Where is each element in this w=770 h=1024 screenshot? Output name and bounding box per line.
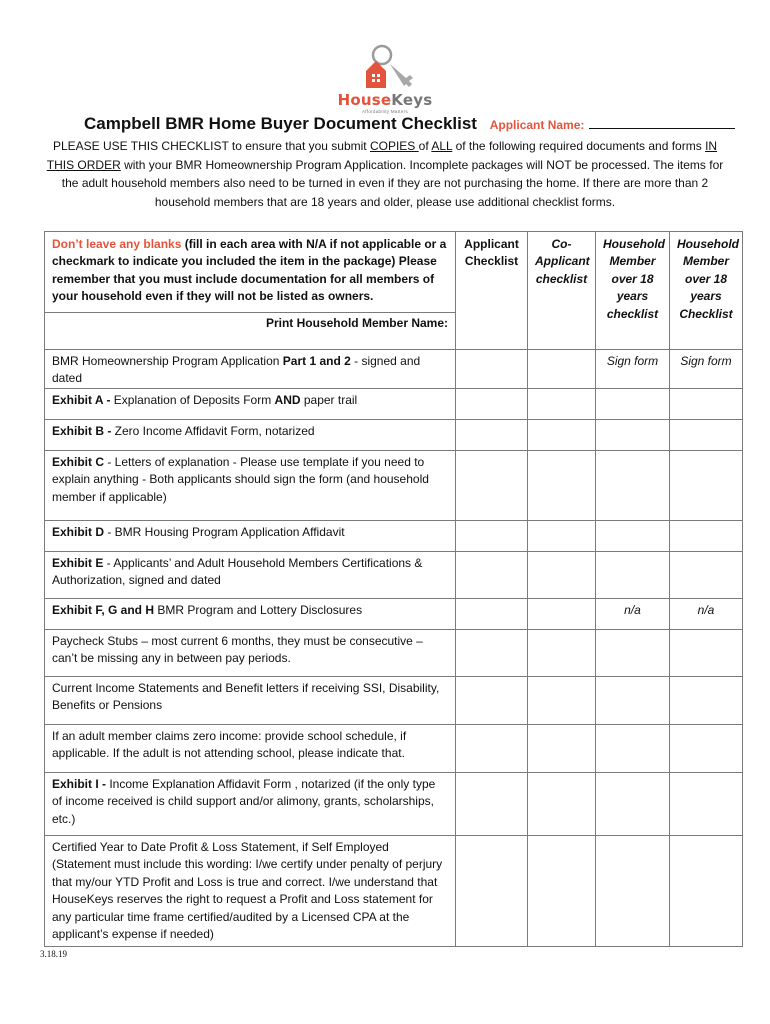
check-cell[interactable] [456, 389, 528, 420]
check-cell[interactable] [456, 599, 528, 630]
check-cell[interactable] [528, 773, 596, 836]
check-cell[interactable] [456, 630, 528, 677]
check-cell[interactable]: n/a [670, 599, 743, 630]
check-cell[interactable] [456, 451, 528, 521]
applicant-name-field[interactable] [589, 116, 735, 129]
check-cell[interactable] [670, 836, 743, 947]
check-cell[interactable]: n/a [596, 599, 670, 630]
checklist-table [44, 231, 743, 947]
row-label: Exhibit E - Applicants’ and Adult Household Members Certifications & Authorization, signed and dated [45, 552, 456, 599]
check-cell[interactable] [528, 836, 596, 947]
check-cell[interactable] [670, 630, 743, 677]
applicant-name-label: Applicant Name: [489, 118, 585, 132]
table-row [45, 389, 743, 420]
table-row [45, 350, 743, 389]
check-cell[interactable] [456, 773, 528, 836]
col-co-applicant-header: Co-Applicant checklist [528, 232, 596, 350]
revision-date: 3.18.19 [40, 949, 67, 959]
row-label: Current Income Statements and Benefit letters if receiving SSI, Disability, Benefits or Pensions [45, 677, 456, 725]
row-label: BMR Homeownership Program Application Part 1 and 2 - signed and dated [45, 350, 456, 389]
check-cell[interactable] [456, 836, 528, 947]
row-label: Exhibit F, G and H BMR Program and Lottery Disclosures [45, 599, 456, 630]
check-cell[interactable] [670, 552, 743, 599]
check-cell[interactable] [670, 389, 743, 420]
check-cell[interactable] [670, 521, 743, 552]
col-applicant-header: Applicant Checklist [456, 232, 528, 350]
check-cell[interactable] [528, 599, 596, 630]
check-cell[interactable] [670, 725, 743, 773]
logo-wordmark: HouseKeys [337, 91, 433, 109]
table-row [45, 725, 743, 773]
col-household-member-1-header: Household Member over 18 years checklist [596, 232, 670, 350]
table-row [45, 521, 743, 552]
check-cell[interactable] [596, 725, 670, 773]
check-cell[interactable] [596, 677, 670, 725]
check-cell[interactable] [596, 451, 670, 521]
check-cell[interactable] [456, 725, 528, 773]
row-label: Exhibit C - Letters of explanation - Please use template if you need to explain anything - Both applicants should sign the form (and household member if applicable) [45, 451, 456, 521]
housekeys-logo [0, 44, 770, 114]
check-cell[interactable] [528, 420, 596, 451]
print-household-member-name-label: Print Household Member Name: [45, 313, 456, 350]
check-cell[interactable] [528, 552, 596, 599]
check-cell[interactable] [596, 420, 670, 451]
check-cell[interactable] [596, 630, 670, 677]
check-cell[interactable] [528, 630, 596, 677]
check-cell[interactable]: Sign form [596, 350, 670, 389]
col-household-member-2-header: Household Member over 18 years Checklist [670, 232, 743, 350]
check-cell[interactable] [596, 773, 670, 836]
check-cell[interactable] [596, 552, 670, 599]
table-row [45, 599, 743, 630]
page-title [84, 114, 735, 134]
table-row [45, 630, 743, 677]
table-row [45, 773, 743, 836]
check-cell[interactable] [670, 451, 743, 521]
house-keys-icon [332, 44, 438, 94]
check-cell[interactable] [456, 521, 528, 552]
check-cell[interactable] [456, 677, 528, 725]
check-cell[interactable] [670, 773, 743, 836]
check-cell[interactable] [596, 389, 670, 420]
check-cell[interactable] [596, 521, 670, 552]
check-cell[interactable] [528, 389, 596, 420]
table-row [45, 451, 743, 521]
table-row [45, 420, 743, 451]
check-cell[interactable] [528, 350, 596, 389]
table-row [45, 552, 743, 599]
document-title: Campbell BMR Home Buyer Document Checklist [84, 114, 477, 133]
check-cell[interactable] [596, 836, 670, 947]
check-cell[interactable] [456, 552, 528, 599]
check-cell[interactable] [528, 521, 596, 552]
check-cell[interactable]: Sign form [670, 350, 743, 389]
logo-tagline: Affordability Matters [362, 109, 408, 114]
check-cell[interactable] [670, 420, 743, 451]
row-label: Exhibit A - Explanation of Deposits Form AND paper trail [45, 389, 456, 420]
table-row [45, 836, 743, 947]
row-label: Paycheck Stubs – most current 6 months, they must be consecutive – can’t be missing any in between pay periods. [45, 630, 456, 677]
check-cell[interactable] [528, 725, 596, 773]
check-cell[interactable] [528, 451, 596, 521]
row-label: If an adult member claims zero income: provide school schedule, if applicable. If the adult is not attending school, please indicate that. [45, 725, 456, 773]
check-cell[interactable] [456, 350, 528, 389]
row-label: Exhibit B - Zero Income Affidavit Form, notarized [45, 420, 456, 451]
check-cell[interactable] [670, 677, 743, 725]
instructions-header: Don’t leave any blanks (fill in each area with N/A if not applicable or a checkmark to indicate you included the item in the package) Please remember that you must include documentation for all members of your household even if they will not be listed as owners. [45, 232, 456, 313]
row-label: Exhibit I - Income Explanation Affidavit Form , notarized (if the only type of income received is child support and/or alimony, grants, scholarships, etc.) [45, 773, 456, 836]
table-header-row [45, 232, 743, 313]
check-cell[interactable] [528, 677, 596, 725]
instructions-paragraph: PLEASE USE THIS CHECKLIST to ensure that you submit COPIES of ALL of the following required documents and forms IN THIS ORDER with your BMR Homeownership Program Application. Incomplete packages will NOT be processed. The items for the adult household members also need to be turned in even if they are not purchasing the home. If there are more than 2 household members that are 18 years and older, please use additional checklist forms. [46, 139, 724, 209]
row-label: Certified Year to Date Profit & Loss Statement, if Self Employed (Statement must include this wording: I/we certify under penalty of perjury that my/our YTD Profit and Loss is true and correct. I/we understand that HouseKeys reserves the right to request a Profit and Loss statement for any particular time frame certified/audited by a Licensed CPA at the applicant’s expense if needed) [45, 836, 456, 947]
table-row [45, 677, 743, 725]
row-label: Exhibit D - BMR Housing Program Application Affidavit [45, 521, 456, 552]
check-cell[interactable] [456, 420, 528, 451]
